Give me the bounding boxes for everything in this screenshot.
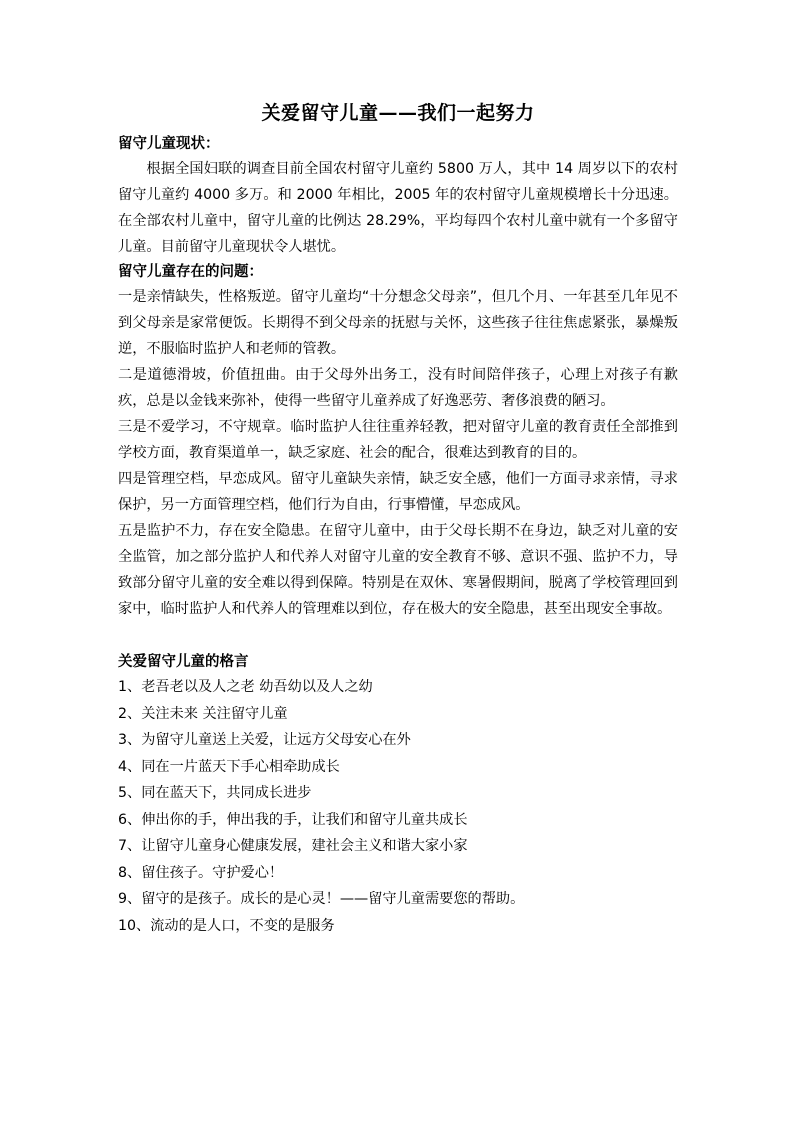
status-paragraph: 根据全国妇联的调查目前全国农村留守儿童约 5800 万人，其中 14 周岁以下的农村留守儿童约 4000 多万。和 2000 年相比，2005 年的农村留守儿童规模增长十分迅速。在全部农村儿童中，留守儿童的比例达 28.29%，平均每四个农村儿童中就有一个多留守儿童。目前留守儿童现状令人堪忧。	[118, 161, 678, 255]
motto-item: 1、老吾老以及人之老 幼吾幼以及人之幼	[118, 679, 373, 695]
problem-paragraph-4: 四是管理空档，早恋成风。留守儿童缺失亲情，缺乏安全感，他们一方面寻求亲情，寻求保护，另一方面管理空档，他们行为自由，行事懵懂，早恋成风。	[118, 471, 678, 513]
motto-item: 7、让留守儿童身心健康发展，建社会主义和谐大家小家	[118, 838, 468, 854]
motto-item: 4、同在一片蓝天下手心相牵助成长	[118, 758, 340, 775]
document-page	[118, 100, 678, 939]
problem-paragraph-3: 三是不爱学习，不守规章。临时监护人往往重养轻教，把对留守儿童的教育责任全部推到学校方面，教育渠道单一，缺乏家庭、社会的配合，很难达到教育的目的。	[118, 419, 678, 461]
motto-item: 9、留守的是孩子。成长的是心灵！——留守儿童需要您的帮助。	[118, 891, 525, 907]
section-heading-mottos: 关爱留守儿童的格言	[118, 653, 249, 670]
problem-paragraph-1: 一是亲情缺失，性格叛逆。留守儿童均“十分想念父母亲”，但几个月、一年甚至几年见不到父母亲是家常便饭。长期得不到父母亲的抚慰与关怀，这些孩子往往焦虑紧张，暴燥叛逆，不服临时监护人和老师的管教。	[118, 289, 678, 357]
problem-paragraph-2: 二是道德滑坡，价值扭曲。由于父母外出务工，没有时间陪伴孩子，心理上对孩子有歉疚，总是以金钱来弥补，使得一些留守儿童养成了好逸恶劳、奢侈浪费的陋习。	[118, 367, 678, 409]
problem-paragraph-5: 五是监护不力，存在安全隐患。在留守儿童中，由于父母长期不在身边，缺乏对儿童的安全监管，加之部分监护人和代养人对留守儿童的安全教育不够、意识不强、监护不力，导致部分留守儿童的安全难以得到保障。特别是在双休、寒暑假期间，脱离了学校管理回到家中，临时监护人和代养人的管理难以到位，存在极大的安全隐患，甚至出现安全事故。	[118, 523, 678, 617]
motto-item: 6、伸出你的手，伸出我的手，让我们和留守儿童共成长	[118, 811, 468, 828]
motto-item: 10、流动的是人口，不变的是服务	[118, 917, 335, 934]
document-title: 关爱留守儿童——我们一起努力	[261, 102, 535, 124]
section-heading-status: 留守儿童现状：	[118, 135, 220, 152]
motto-item: 5、同在蓝天下，共同成长进步	[118, 785, 312, 801]
motto-item: 3、为留守儿童送上关爱，让远方父母安心在外	[118, 732, 411, 748]
section-heading-problems: 留守儿童存在的问题：	[118, 263, 263, 280]
section-spacer	[118, 622, 678, 650]
motto-list	[118, 674, 678, 939]
motto-item: 8、留住孩子。守护爱心！	[118, 864, 284, 881]
motto-item: 2、关注未来 关注留守儿童	[118, 705, 288, 722]
